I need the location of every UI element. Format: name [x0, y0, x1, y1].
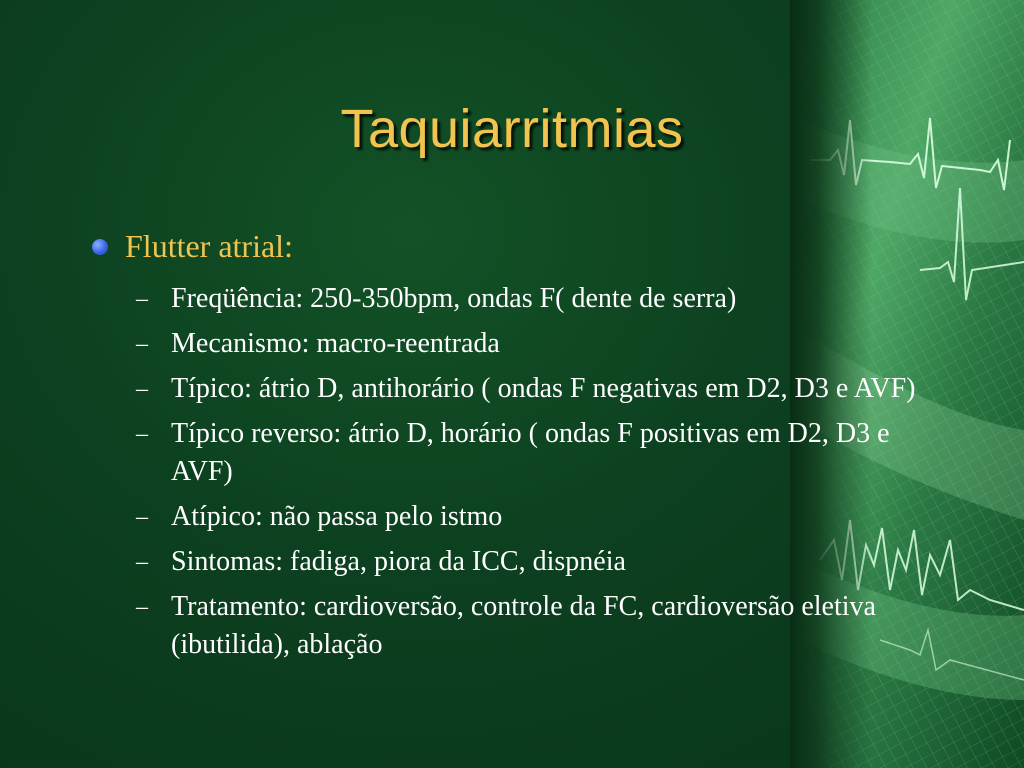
dash-icon: –	[136, 504, 148, 530]
list-item	[136, 280, 936, 318]
dash-icon: –	[136, 376, 148, 402]
list-item	[136, 415, 936, 491]
sub-bullet-list	[136, 280, 936, 671]
slide-title: Taquiarritmias	[340, 99, 684, 159]
sub-item-text: Típico: átrio D, antihorário ( ondas F negativas em D2, D3 e AVF)	[171, 373, 916, 404]
bullet-dot-icon	[92, 239, 108, 255]
dash-icon: –	[136, 421, 148, 447]
sub-item-text: Atípico: não passa pelo istmo	[171, 501, 503, 532]
list-item	[136, 588, 936, 664]
list-item	[136, 370, 936, 408]
dash-icon: –	[136, 549, 148, 575]
dash-icon: –	[136, 331, 148, 357]
sub-item-text: Sintomas: fadiga, piora da ICC, dispnéia	[171, 546, 626, 577]
main-bullet-text: Flutter atrial:	[125, 228, 293, 264]
sub-item-text: Tratamento: cardioversão, controle da FC, cardioversão eletiva (ibutilida), ablação	[171, 591, 876, 660]
dash-icon: –	[136, 594, 148, 620]
sub-item-text: Típico reverso: átrio D, horário ( ondas F positivas em D2, D3 e AVF)	[171, 418, 890, 487]
sub-item-text: Mecanismo: macro-reentrada	[171, 328, 500, 359]
list-item	[136, 543, 936, 581]
dash-icon: –	[136, 286, 148, 312]
sub-item-text: Freqüência: 250-350bpm, ondas F( dente de serra)	[171, 283, 737, 314]
main-bullet	[92, 228, 293, 265]
list-item	[136, 325, 936, 363]
list-item	[136, 498, 936, 536]
